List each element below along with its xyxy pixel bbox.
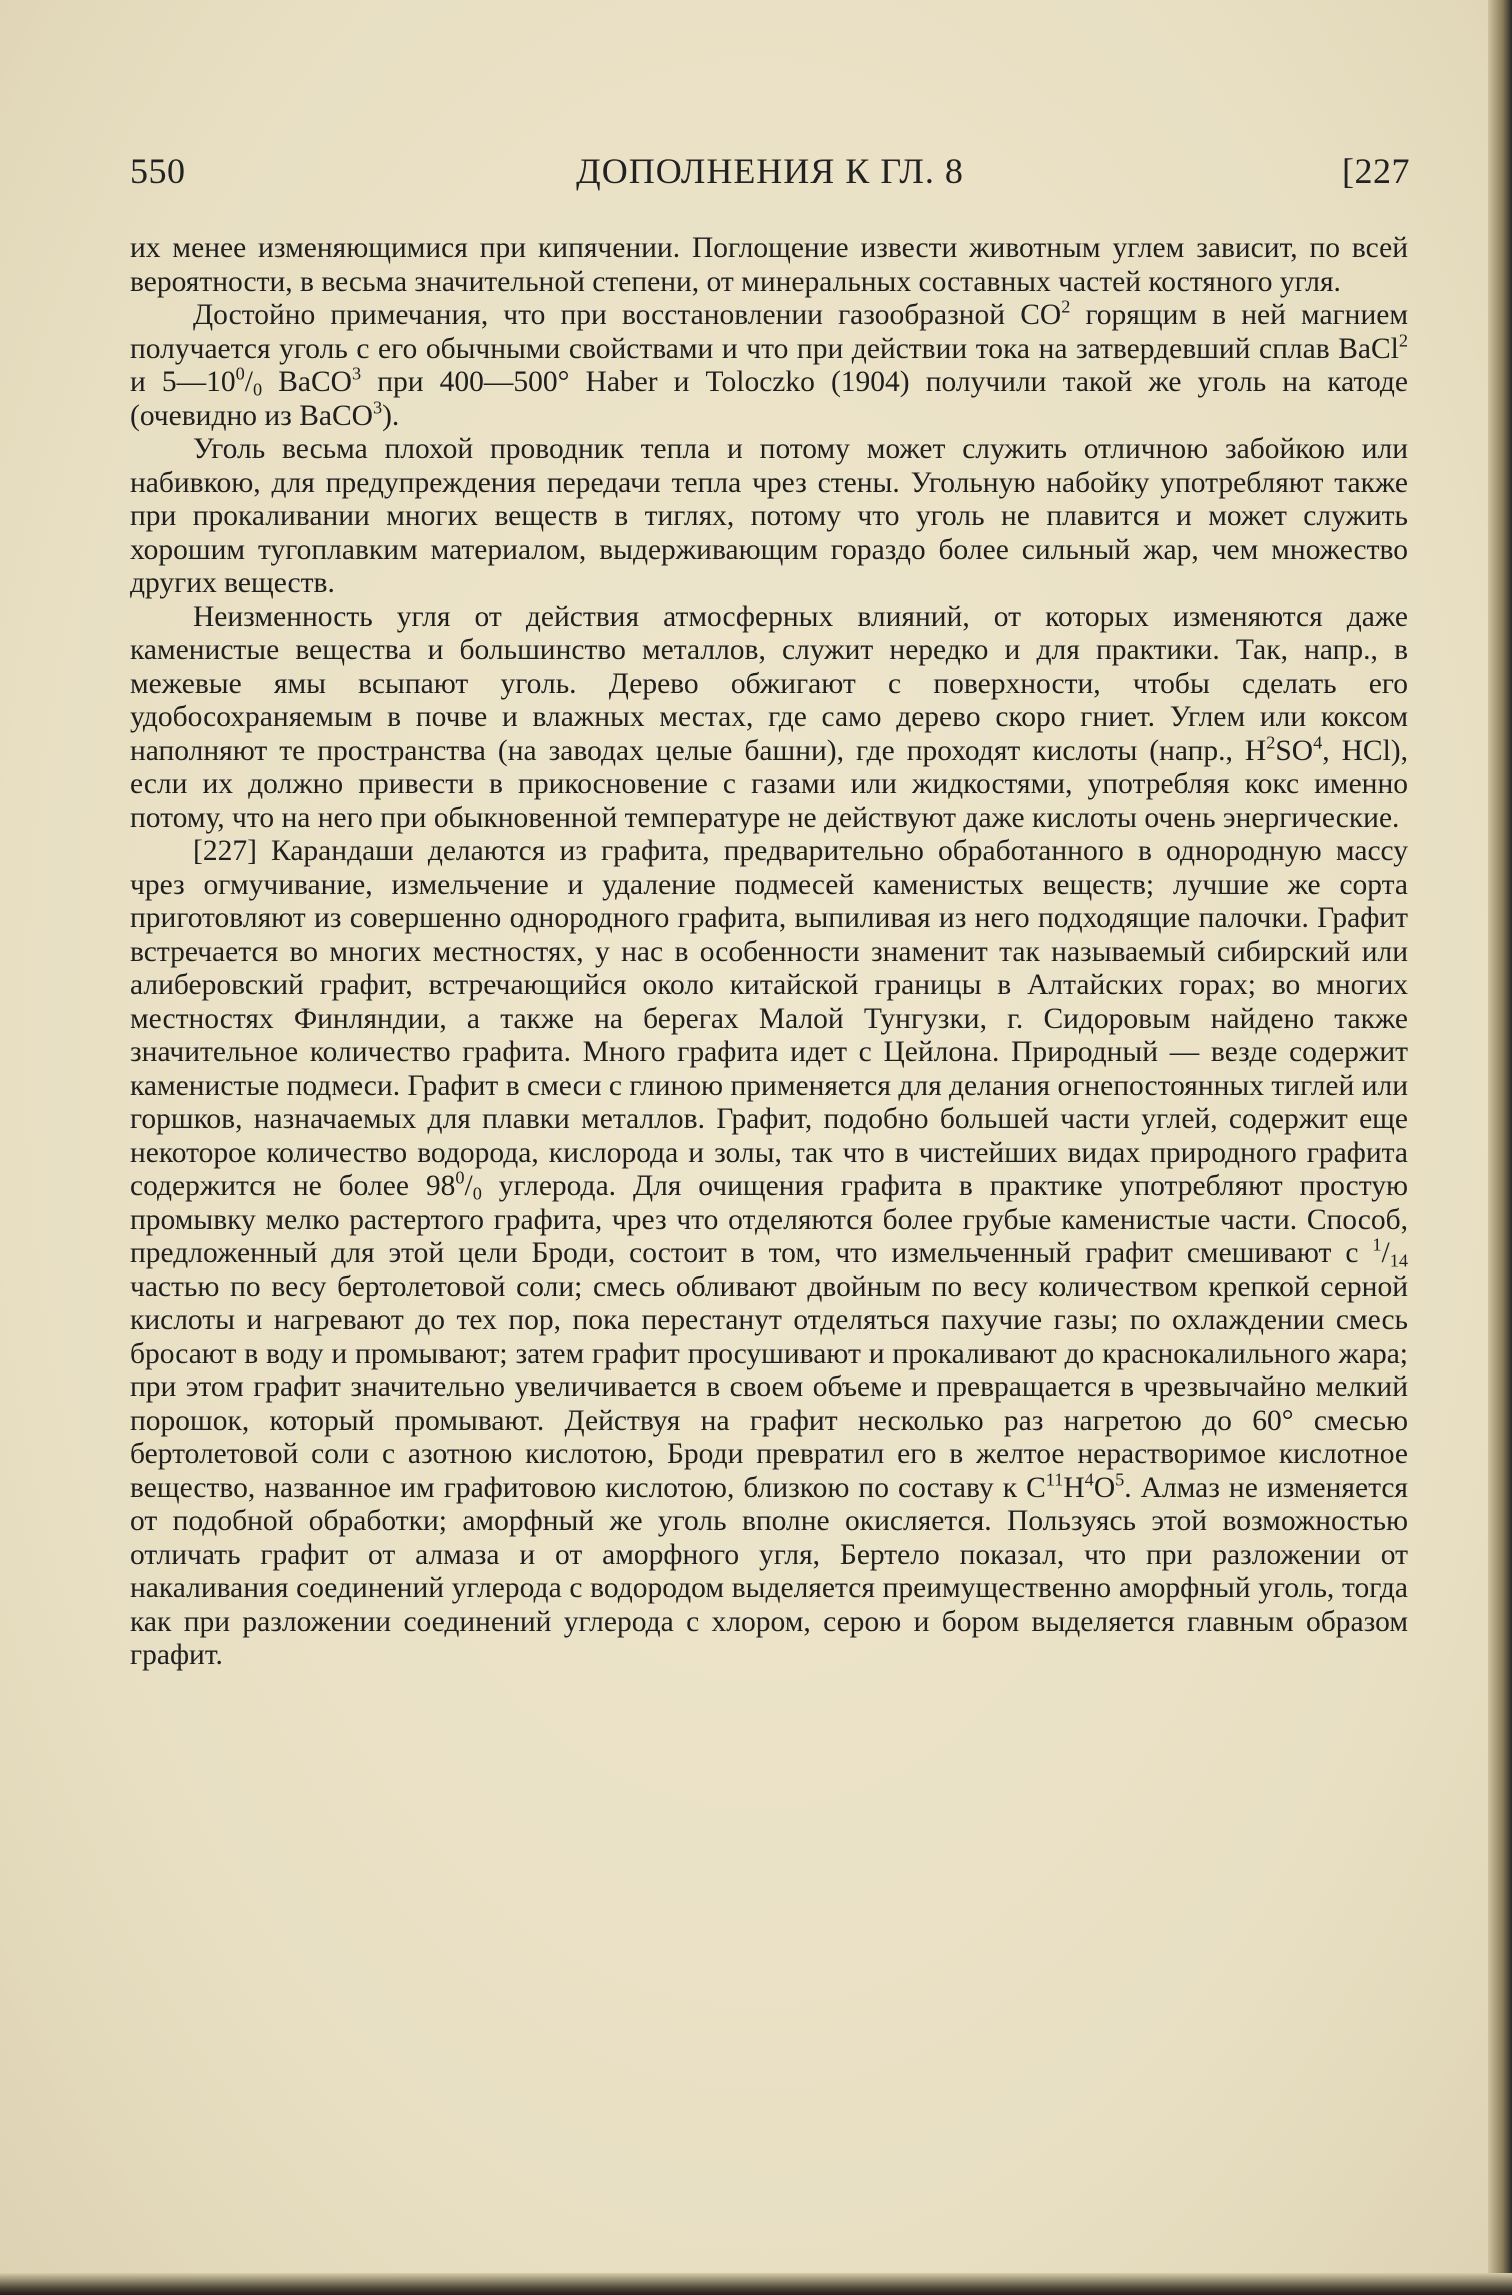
superscript: 3 [372,397,383,418]
superscript: 2 [1398,330,1408,351]
text-run: частью по весу бертолетовой соли; смесь обливают двойным по весу количеством крепкой серной кислоты и нагревают до тех пор, пока перестанут отделяться пахучие газы; по охлаждении смесь бросают в воду и промывают; затем графит просушивают и прокаливают до краснокалильного жара; при этом графит значительно увеличивается в своем объеме и превращается в чрезвычайно мелкий порошок, который промывают. Действуя на графит несколько раз нагретою до 60° смесью бертолетовой соли с азотною кислотою, Броди превратил его в желтое нерастворимое кислотное вещество, названное им графитовою кислотою, близкою по составу к C [130,1270,1408,1504]
text-run: H [1063,1471,1085,1504]
fraction-numerator: 1 [1372,1234,1382,1255]
page-bottom-edge [0,2273,1512,2295]
text-run: при 400—500° Haber и Toloczko (1904) получили такой же уголь на катоде (очевидно из BaCO [130,366,1408,432]
percent-bottom: 0 [252,379,263,400]
text-run: и 5—10 [130,366,236,398]
superscript: 11 [1045,1469,1064,1490]
paragraph-2: Достойно примечания, что при восстановлении газообразной $CO^2$ горящим в ней магнием получается уголь с его обычными свойствами и что при действии тока на затвердевший сплав BaCl$^2$ и $5—10^0/_0$ BaCO$^3$ при 400—500° Haber и Toloczko (1904) получили такой же уголь на катоде (очевидно из BaCO$^3$). [130,296,1408,432]
page-header [130,150,1410,196]
page-number: 550 [130,151,186,191]
text-run: . Алмаз не изменяется от подобной обработки; аморфный же уголь вполне окисляется. Пользуясь этой возможностью отличать графит от алмаза и от аморфного угля, Бертело показал, что при разложении от накаливания соединений углерода с водородом выделяется преимущественно аморфный уголь, тогда как при разложении соединений углерода с хлором, серою и бором выделяется главным образом графит. [130,1471,1408,1671]
percent-top: 0 [455,1167,465,1188]
running-head: ДОПОЛНЕНИЯ К ГЛ. 8 [576,151,964,191]
superscript: 5 [1115,1469,1125,1490]
text-run: , HCl), если их должно привести в прикосновение с газами или жидкостями, употребляя кокс именно потому, что на него при обыкновенной температуре не действуют даже кислоты очень энергические. [130,734,1408,834]
superscript: 4 [1084,1469,1094,1490]
paragraph-3: Уголь весьма плохой проводник тепла и потому может служить отличною забойкою или набивкою, для предупреждения передачи тепла чрез стены. Угольную набойку употребляют также при прокаливании многих веществ в тиглях, потому что уголь не плавится и может служить хорошим тугоплавким материалом, выдерживающим гораздо более сильный жар, чем множество других веществ. [130,433,1408,599]
fraction-denominator: 14 [1389,1250,1408,1271]
paragraph-4 [130,601,1408,836]
section-reference: [227 [1342,151,1410,191]
superscript: 3 [351,363,362,384]
paragraph-1: их менее изменяющимися при кипячении. Поглощение извести животным углем зависит, по всей вероятности, в весьма значительной степени, от минеральных составных частей костяного угля. [130,232,1408,298]
superscript: 2 [1061,296,1071,317]
body-text [130,232,1408,1673]
superscript: 2 [1266,732,1276,753]
text-run: ). [382,399,400,432]
fraction-slash: / [1381,1237,1390,1269]
paragraph-5: [227] Карандаши делаются из графита, предварительно обработанного в однородную массу чрез огмучивание, измельчение и удаление подмесей каменистых веществ; лучшие же сорта приготовляют из совершенно однородного графита, выпиливая из него подходящие палочки. Графит встречается во многих местностях, у нас в особенности знаменит так называемый сибирский или алиберовский графит, встречающийся около китайской границы в Алтайских горах; во многих местностях Финляндии, а также на берегах Малой Тунгузки, г. Сидоровым найдено также значительное количество графита. Много графита идет с Цейлона. Природный — везде содержит каменистые подмеси. Графит в смеси с глиною применяется для делания огнепостоянных тиглей или горшков, назначаемых для плавки металлов. Графит, подобно большей части углей, содержит еще некоторое количество водорода, кислорода и золы, так что в чистейших видах природного графита содержится не более $98^0/_0$ углерода. Для очищения графита в практике употребляют простую промывку мелко растертого графита, чрез что отделяются более грубые каменистые части. Способ, предложенный для этой цели Броди, состоит в том, что измельченный графит смешивают с $^1/_{14}$ частью по весу бертолетовой соли; смесь обливают двойным по весу количеством крепкой серной кислоты и нагревают до тех пор, пока перестанут отделяться пахучие газы; по охлаждении смесь бросают в воду и промывают; затем графит просушивают и прокаливают до краснокалильного жара; при этом графит значительно увеличивается в своем объеме и превращается в чрезвычайно мелкий порошок, который промывают. Действуя на графит несколько раз нагретою до 60° смесью бертолетовой соли с азотною кислотою, Броди превратил его в желтое нерастворимое кислотное вещество, названное им графитовою кислотою, близкою по составу к $C^{11}H^4O^5$. Алмаз не изменяется от подобной обработки; аморфный же уголь вполне окисляется. Пользуясь этой возможностью отличать графит от алмаза и от аморфного угля, Бертело показал, что при разложении от накаливания соединений углерода с водородом выделяется преимущественно аморфный уголь, тогда как при разложении соединений углерода с хлором, серою и бором выделяется главным образом графит. [130,835,1408,1671]
text-run: Неизменность угля от действия атмосферных влияний, от которых изменяются даже каменистые вещества и большинство металлов, служит нередко и для практики. Так, напр., в межевые ямы всыпают уголь. Дерево обжигают с поверхности, чтобы сделать его удобосохраняемым в почве и влажных местах, где само дерево скоро гниет. Углем или коксом наполняют те пространства (на заводах целые башни), где проходят кислоты (напр., H [130,600,1408,767]
percent-top: 0 [235,363,245,384]
page-edge-shadow [1488,0,1512,2295]
percent-bottom: 0 [472,1183,482,1204]
text-run: горящим в ней магнием получается уголь с его обычными свойствами и что при действии тока на затвердевший сплав BaCl [130,299,1408,365]
text-run: Достойно примечания, что при восстановлении газообразной CO [193,299,1062,331]
text-run: углерода. Для очищения графита в практике употребляют простую промывку мелко растертого графита, чрез что отделяются более грубые каменистые части. Способ, предложенный для этой цели Броди, состоит в том, что измельченный графит смешивают с [130,1170,1408,1269]
text-run: BaCO [262,366,352,398]
text-run: [227] Карандаши делаются из графита, предварительно обработанного в однородную массу чрез огмучивание, измельчение и удаление подмесей каменистых веществ; лучшие же сорта приготовляют из совершенно однородного графита, выпиливая из него подходящие палочки. Графит встречается во многих местностях, у нас в особенности знаменит так называемый сибирский или алиберовский графит, встречающийся около китайской границы в Алтайских горах; во многих местностях Финляндии, а также на берегах Малой Тунгузки, г. Сидоровым найдено также значительное количество графита. Много графита идет с Цейлона. Природный — везде содержит каменистые подмеси. Графит в смеси с глиною применяется для делания огнепостоянных тиглей или горшков, назначаемых для плавки металлов. Графит, подобно большей части углей, содержит еще некоторое количество водорода, кислорода и золы, так что в чистейших видах природного графита содержится не более 98 [130,835,1408,1202]
text-run: O [1093,1471,1116,1504]
text-run: SO [1275,734,1314,767]
superscript: 4 [1313,732,1323,753]
